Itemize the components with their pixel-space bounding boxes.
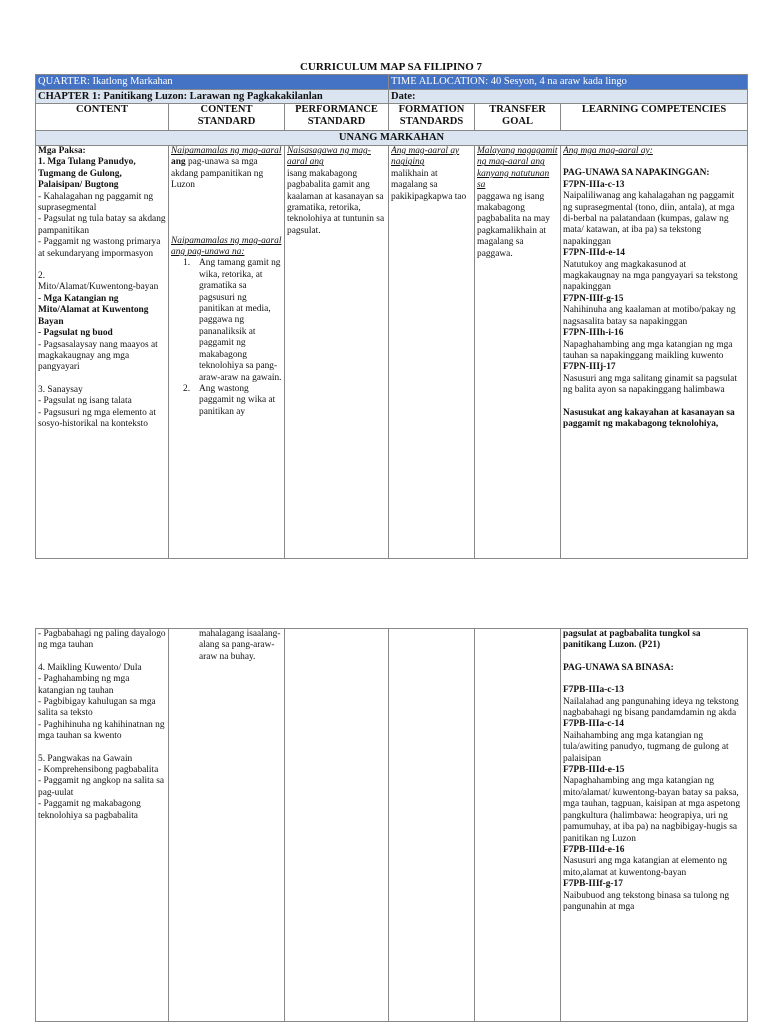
curriculum-table (35, 74, 748, 559)
topic-4: 4. Maikling Kuwento/ Dula - Paghahambing ng mga katangian ng tauhan - Pagbibigay kahulugan sa mga salita sa teksto - Paghihinuha ng kahihinatnan ng mga tauhan sa kwento (38, 662, 165, 742)
code-f7pb-16: F7PB-IIId-e-16 (563, 844, 625, 855)
code-f7pb-17: F7PB-IIIf-g-17 (563, 879, 623, 890)
performance-standard-cell (285, 629, 389, 1022)
transfer-goal-cell (475, 146, 561, 559)
topic-2-title: 2. Mito/Alamat/Kuwentong-bayan (38, 271, 159, 293)
document-title: CURRICULUM MAP SA FILIPINO 7 (299, 61, 483, 73)
page-2 (35, 628, 747, 1022)
transfer-goal-cell (475, 629, 561, 1022)
list-item-2-text: Ang wastong paggamit ng wika at panitikan ay (199, 383, 276, 417)
topic-1-title: 1. Mga Tulang Panudyo, Tugmang de Gulong, Palaisipan/ Bugtong (38, 157, 136, 191)
topic-1-items: - Kahalagahan ng paggamit ng suprasegmental - Pagsulat ng tula batay sa akdang pampanitikan - Paggamit ng wastong primarya at sekundaryang impormasyon (38, 191, 166, 259)
performance-standard-cell (285, 146, 389, 559)
content-standard-cell (169, 629, 285, 1022)
competency-text: Naihahambing ang mga katangian ng tula/awiting panudyo, tugmang de gulong at palaisipan (563, 730, 729, 764)
code-f7pn-13: F7PN-IIIa-c-13 (563, 179, 625, 190)
competency-text: Napaghahambing ang mga katangian ng mga tauhan sa napakinggang maikling kuwento (563, 339, 733, 361)
header-formation-standards: FORMATION STANDARDS (389, 104, 475, 131)
list-item-2-continued: mahalagang isaalang-alang sa pang-araw-araw na buhay. (199, 629, 281, 662)
formation-text: malikhain at magalang sa pakikipagkapwa tao (391, 168, 467, 202)
header-content: CONTENT (36, 104, 169, 131)
list-item: 2. Ang wastong paggamit ng wika at panitikan ay (183, 384, 282, 418)
chapter-label: CHAPTER 1: Panitikang Luzon: Larawan ng Pagkakakilanlan (36, 90, 389, 104)
transfer-intro: Malayang nagagamit ng mag-aaral ang kanyang natutunan sa (477, 146, 558, 191)
content-standard-rest: pag-unawa sa mga akdang pampanitikan ng Luzon (171, 157, 264, 191)
header-performance-standard: PERFORMANCE STANDARD (285, 104, 389, 131)
content-standard-2-intro: Naipamamalas ng mag-aaral ang pag-unawa na: (171, 235, 282, 258)
content-standard-list (171, 258, 282, 418)
topic-3-dialogue: - Pagbabahagi ng paling dayalogo ng mga tauhan (38, 629, 166, 651)
header-content-standard: CONTENT STANDARD (169, 104, 285, 131)
competencies-intro: Ang mga mag-aaral ay: (563, 146, 653, 156)
formation-standards-cell (389, 629, 475, 1022)
quarter-band: UNANG MARKAHAN (36, 131, 748, 146)
content-standard-intro: Naipamamalas ng mag-aaral (171, 146, 282, 156)
code-f7pn-14: F7PN-IIId-e-14 (563, 248, 625, 259)
code-f7pb-14: F7PB-IIIa-c-14 (563, 719, 624, 730)
list-item: 1. Ang tamang gamit ng wika, retorika, at gramatika sa pagsusuri ng panitikan at media, paggawa ng pananaliksik at paggamit ng makabagong teknolohiya sa pang-araw-araw na gawain. (183, 258, 282, 383)
competency-text: Naipaliliwanag ang kahalagahan ng paggamit ng suprasegmental (tono, diin, antala), at mga di-berbal na palatandaan (kumpas, galaw ng mata/ katawan, at iba pa) sa tekstong napakinggan (563, 191, 735, 247)
date-label: Date: (389, 90, 748, 104)
learning-competencies-cell (561, 629, 748, 1022)
code-f7pb-13: F7PB-IIIa-c-13 (563, 685, 624, 696)
competency-text: Natutukoy ang magkakasunod at magkakaugnay na mga pangyayari sa tekstong napakinggan (563, 259, 738, 293)
competency-text: Naibubuod ang tekstong binasa sa tulong ng pangunahin at mga (563, 890, 730, 912)
topic-3: 3. Sanaysay - Pagsulat ng isang talata - Pagsusuri ng mga elemento at sosyo-historikal na konteksto (38, 384, 156, 429)
listening-heading: PAG-UNAWA SA NAPAKINGGAN: (563, 168, 710, 179)
code-f7pb-15: F7PB-IIId-e-15 (563, 765, 625, 776)
code-f7pn-17: F7PN-IIIj-17 (563, 362, 616, 373)
topic-5: 5. Pangwakas na Gawain - Komprehensibong pagbabalita - Paggamit ng angkop na salita sa pag-uulat - Paggamit ng makabagong teknolohiya sa pagbabalita (38, 753, 165, 821)
learning-competencies-cell (561, 146, 748, 559)
competency-text: Nahihinuha ang kaalaman at motibo/pakay ng nagsasalita batay sa napakinggan (563, 305, 736, 327)
topic-2-characteristics: - Mga Katangian ng Mito/Alamat at Kuwentong Bayan (38, 293, 149, 327)
topic-2-summary: - Pagsulat ng buod (38, 328, 113, 339)
quarter-label: QUARTER: Ikatlong Markahan (36, 75, 389, 90)
time-allocation: TIME ALLOCATION: 40 Sesyon, 4 na araw kada lingo (389, 75, 748, 90)
content-cell (36, 629, 169, 1022)
competency-text: Napaghahambing ang mga katangian ng mito/alamat/ kuwentong-bayan batay sa paksa, mga tauhan, tagpuan, kaisipan at mga aspetong pangkultura (halimbawa: heograpiya, uri ng pamumuhay, at iba pa) na nagbibigay-hugis sa panitikan ng Luzon (563, 776, 741, 844)
content-standard-ang: ang (171, 157, 186, 168)
header-learning-competencies: LEARNING COMPETENCIES (561, 104, 748, 131)
curriculum-table-continued (35, 628, 748, 1022)
competency-text: Nasusuri ang mga salitang ginamit sa pagsulat ng balita ayon sa napakinggang halimbawa (563, 373, 737, 396)
assessment-text-continued: pagsulat at pagbabalita tungkol sa panitikang Luzon. (P21) (563, 629, 701, 651)
page-1 (35, 60, 747, 559)
content-cell (36, 146, 169, 559)
code-f7pn-15: F7PN-IIIf-g-15 (563, 293, 624, 304)
code-f7pn-16: F7PN-IIIh-i-16 (563, 328, 624, 339)
competency-text: Nasusuri ang mga katangian at elemento ng mito,alamat at kuwentong-bayan (563, 856, 728, 878)
competency-text: Nailalahad ang pangunahing ideya ng tekstong nagbabahagi ng bisang pandamdamin ng akda (563, 696, 739, 719)
list-item-1-text: Ang tamang gamit ng wika, retorika, at gramatika sa pagsusuri ng panitikan at media, paggawa ng pananaliksik at paggamit ng makabagong teknolohiya sa pang-araw-araw na gawain. (199, 258, 282, 383)
performance-text: isang makabagong pagbabalita gamit ang kaalaman at kasanayan sa gramatika, retorika, teknolohiya at tuntunin sa pagsulat. (287, 168, 385, 236)
formation-intro: Ang mag-aaral ay nagiging (391, 146, 460, 168)
topics-label: Mga Paksa: (38, 146, 86, 156)
performance-intro: Naisasagawa ng mag-aaral ang (287, 146, 371, 168)
assessment-text: Nasusukat ang kakayahan at kasanayan sa paggamit ng makabagong teknolohiya, (563, 407, 735, 429)
topic-2-narration: - Pagsasalaysay nang maayos at magkakaugnay ang mga pangyayari (38, 339, 158, 373)
header-transfer-goal: TRANSFER GOAL (475, 104, 561, 131)
content-standard-cell (169, 146, 285, 559)
transfer-text: paggawa ng isang makabagong pagbabalita na may pagkamalikhain at magalang sa paggawa. (477, 191, 550, 259)
reading-heading: PAG-UNAWA SA BINASA: (563, 662, 674, 673)
formation-standards-cell (389, 146, 475, 559)
